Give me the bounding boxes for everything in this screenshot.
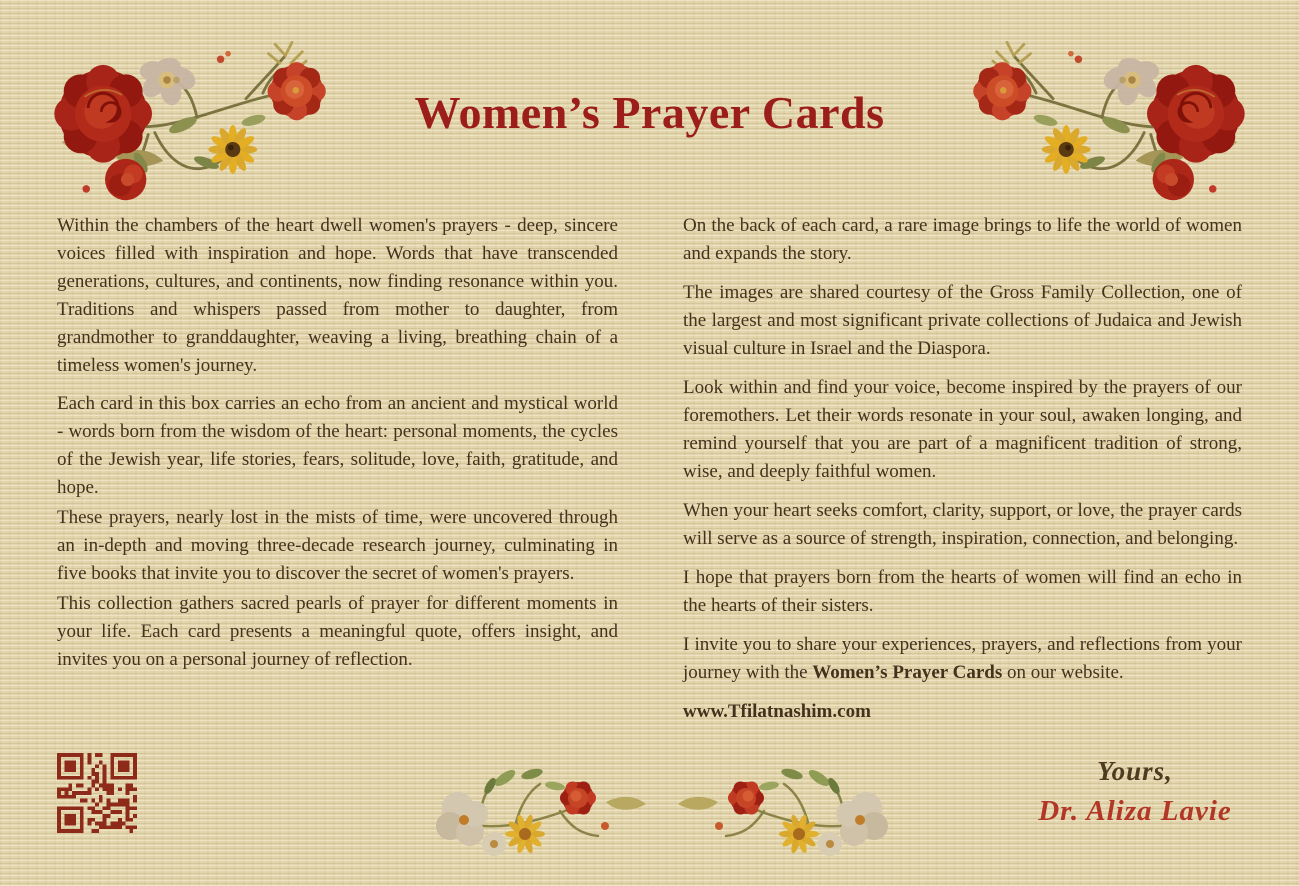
paragraph-collection: This collection gathers sacred pearls of prayer for different moments in your life. Each card presents a meaningful quote, offers insight, and invites you on a personal journey of reflection.	[57, 593, 618, 670]
floral-spray-bottom-right-icon	[666, 756, 904, 868]
paragraph-each-card: Each card in this box carries an echo from an ancient and mystical world - words born from the wisdom of the heart: personal moments, the cycles of the Jewish year, life stories, fears, solitude, love, faith, gratitude, and hope.	[57, 393, 618, 498]
signature-block	[1020, 756, 1250, 828]
paragraph-chambers: Within the chambers of the heart dwell women's prayers - deep, sincere voices filled with inspiration and hope. Words that have transcended generations, cultures, and continents, now finding resonance within you. Traditions and whispers passed from mother to daughter, from grandmother to granddaughter, weaving a living, breathing chain of a timeless women's journey.	[57, 215, 618, 376]
signature-closing: Yours,	[1097, 756, 1173, 786]
paragraph-gross-collection: The images are shared courtesy of the Gross Family Collection, one of the largest and most significant private collections of Judaica and Jewish visual culture in Israel and the Diaspora.	[683, 282, 1242, 359]
signature-name: Dr. Aliza Lavie	[1038, 795, 1232, 827]
body-text	[57, 212, 1242, 726]
invite-text-post: on our website.	[1002, 662, 1124, 683]
floral-spray-bottom-left-icon	[420, 756, 658, 868]
paragraph-invite	[683, 631, 1242, 687]
paragraph-comfort: When your heart seeks comfort, clarity, support, or love, the prayer cards will serve as a source of strength, inspiration, connection, and belonging.	[683, 500, 1242, 549]
invite-text-pre: I invite you to share your experiences, prayers, and reflections from your journey with the	[683, 634, 1242, 683]
details-column	[683, 212, 1242, 726]
qr-code[interactable]	[57, 753, 137, 833]
paragraph-card-back: On the back of each card, a rare image brings to life the world of women and expands the story.	[683, 215, 1242, 264]
paragraph-look-within: Look within and find your voice, become inspired by the prayers of our foremothers. Let their words resonate in your soul, awaken longing, and remind yourself that you are part of a magnificent tradition of strong, wise, and deeply faithful women.	[683, 377, 1242, 482]
paragraph-hope: I hope that prayers born from the hearts of women will find an echo in the hearts of their sisters.	[683, 567, 1242, 616]
website-link[interactable]: www.Tfilatnashim.com	[683, 701, 871, 722]
invite-bold-product-name: Women’s Prayer Cards	[812, 662, 1003, 683]
intro-column	[57, 212, 618, 726]
paragraph-research: These prayers, nearly lost in the mists of time, were uncovered through an in-depth and moving three-decade research journey, culminating in five books that invite you to discover the secret of women's prayers.	[57, 507, 618, 584]
page-title: Women’s Prayer Cards	[414, 87, 885, 138]
